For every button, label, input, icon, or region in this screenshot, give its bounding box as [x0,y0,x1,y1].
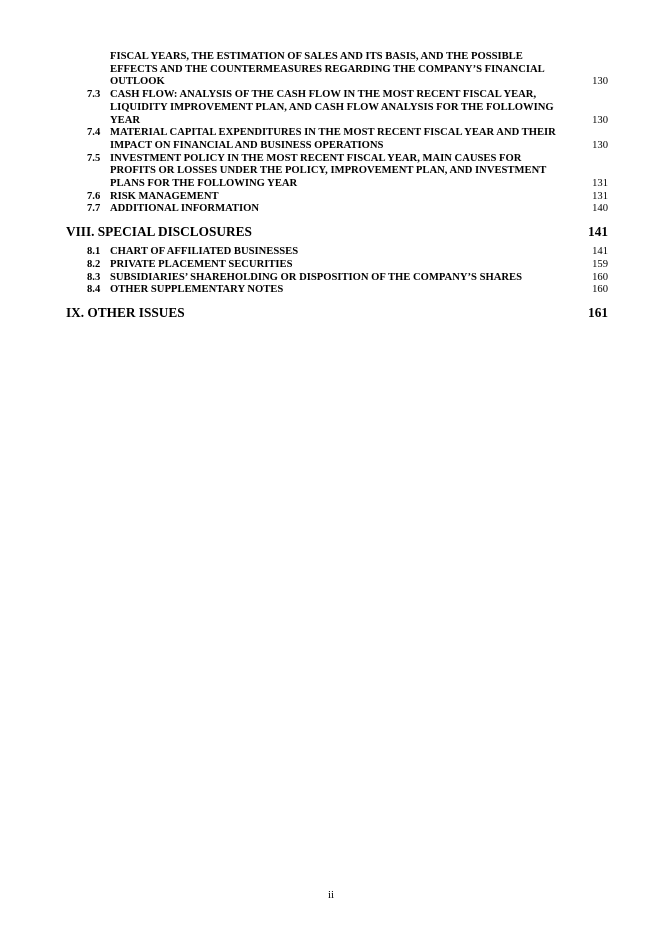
toc-entry-7-5[interactable] [66,153,608,191]
toc-chapter-ix[interactable] [66,305,608,321]
toc-chapter-page: 161 [588,304,608,320]
page-number: ii [327,889,335,901]
toc-entry-title: CHART OF AFFILIATED BUSINESSES [110,246,299,258]
toc-entry-number [66,51,110,64]
toc-entry-8-4[interactable] [66,284,608,297]
table-of-contents [66,51,608,327]
toc-entry-number: 7.3 [87,89,101,101]
toc-entry-title: SUBSIDIARIES’ SHAREHOLDING OR DISPOSITION OF THE COMPANY’S SHARES [110,271,522,283]
toc-entry-title: PRIVATE PLACEMENT SECURITIES [110,258,293,270]
toc-entry-title: RISK MANAGEMENT [110,190,219,202]
toc-entry-number: 7.7 [87,203,101,215]
toc-entry-number: 7.6 [87,190,101,202]
toc-chapter-viii[interactable] [66,224,608,240]
toc-entry-number: 7.4 [87,127,101,139]
toc-entry-title: MATERIAL CAPITAL EXPENDITURES IN THE MOST RECENT FISCAL YEAR AND THEIR IMPACT ON FINANCIAL AND BUSINESS OPERATIONS [110,127,556,151]
toc-entry-page: 130 [592,139,608,151]
toc-entry-page: 130 [592,114,608,126]
toc-entry-title: ADDITIONAL INFORMATION [110,203,260,215]
toc-entry-8-3[interactable] [66,272,608,285]
toc-entry-continuation[interactable] [66,51,608,89]
toc-entry-number: 7.5 [87,152,101,164]
toc-entry-number: 8.1 [87,246,101,258]
toc-entry-page: 131 [592,178,608,190]
toc-chapter-title: IX. OTHER ISSUES [66,304,185,320]
toc-chapter-page: 141 [588,224,608,240]
toc-chapter-title: VIII. SPECIAL DISCLOSURES [66,224,252,240]
toc-entry-7-6[interactable] [66,191,608,204]
toc-entry-title: CASH FLOW: ANALYSIS OF THE CASH FLOW IN THE MOST RECENT FISCAL YEAR, LIQUIDITY IMPROVEMENT PLAN, AND CASH FLOW ANALYSIS FOR THE FOLLOWING YEAR [110,89,554,126]
toc-entry-title: OTHER SUPPLEMENTARY NOTES [110,284,284,296]
toc-entry-number: 8.4 [87,284,101,296]
toc-entry-7-4[interactable] [66,127,608,152]
toc-entry-number: 8.3 [87,271,101,283]
toc-entry-number: 8.2 [87,258,101,270]
toc-entry-title: FISCAL YEARS, THE ESTIMATION OF SALES AND ITS BASIS, AND THE POSSIBLE EFFECTS AND THE COUNTERMEASURES REGARDING THE COMPANY’S FINANCIAL OUTLOOK [110,51,545,88]
toc-entry-page: 141 [592,246,608,258]
toc-entry-7-7[interactable] [66,203,608,216]
toc-entry-page: 160 [592,284,608,296]
toc-entry-7-3[interactable] [66,89,608,127]
toc-entry-page: 130 [592,76,608,88]
toc-entry-8-2[interactable] [66,259,608,272]
toc-entry-page: 140 [592,203,608,215]
toc-entry-title: INVESTMENT POLICY IN THE MOST RECENT FISCAL YEAR, MAIN CAUSES FOR PROFITS OR LOSSES UNDER THE POLICY, IMPROVEMENT PLAN, AND INVESTMENT PLANS FOR THE FOLLOWING YEAR [110,152,547,190]
toc-entry-page: 160 [592,271,608,283]
toc-entry-8-1[interactable] [66,246,608,259]
toc-entry-page: 159 [592,258,608,270]
toc-entry-page: 131 [592,190,608,202]
